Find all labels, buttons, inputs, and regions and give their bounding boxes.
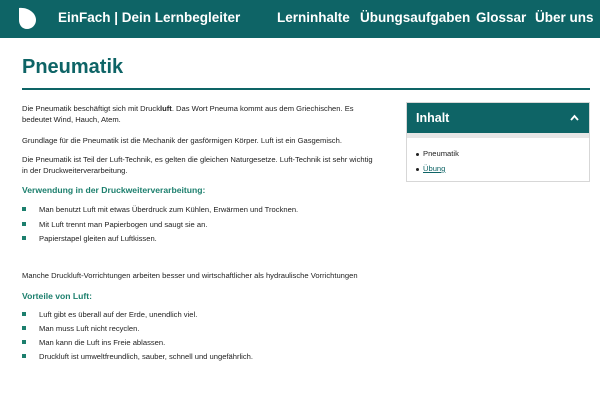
intro-text-part: Die Pneumatik beschäftigt sich mit Druck [22, 104, 161, 113]
chevron-up-icon[interactable] [570, 114, 579, 122]
title-divider [22, 88, 590, 90]
toc-title: Inhalt [416, 111, 450, 125]
bullet-icon [416, 168, 419, 171]
intro-text-part: in der Druckweiterverarbeitung. [22, 166, 128, 175]
bullet-icon [22, 326, 26, 330]
brand-name[interactable]: EinFach | Dein Lernbegleiter [58, 10, 241, 25]
paragraph-druckluft: Manche Druckluft-Vorrichtungen arbeiten besser und wirtschaftlicher als hydraulische Vorrichtungen [22, 271, 358, 280]
leaf-logo-icon[interactable] [16, 6, 38, 30]
list-item-text: Man benutzt Luft mit etwas Überdruck zum Kühlen, Erwärmen und Trocknen. [39, 205, 299, 214]
nav-uebungsaufgaben[interactable]: Übungsaufgaben [360, 10, 471, 25]
top-navigation-bar [0, 0, 600, 38]
section-heading-verwendung: Verwendung in der Druckweiterverarbeitung: [22, 185, 206, 195]
nav-glossar[interactable]: Glossar [476, 10, 527, 25]
nav-ueber-uns[interactable]: Über uns [535, 10, 594, 25]
intro-paragraph-2: Grundlage für die Pneumatik ist die Mechanik der gasförmigen Körper. Luft ist ein Gasgemisch. [22, 136, 342, 145]
bullet-icon [22, 207, 26, 211]
intro-text-part: bedeutet Wind, Hauch, Atem. [22, 115, 121, 124]
list-item-text: Papierstapel gleiten auf Luftkissen. [39, 234, 157, 243]
section-heading-vorteile: Vorteile von Luft: [22, 291, 93, 301]
bullet-icon [22, 222, 26, 226]
page-title: Pneumatik [22, 56, 124, 78]
intro-text-part: . Das Wort Pneuma kommt aus dem Griechischen. Es [171, 104, 354, 113]
bullet-icon [416, 153, 419, 156]
bullet-icon [22, 312, 26, 316]
list-item-text: Man kann die Luft ins Freie ablassen. [39, 338, 166, 347]
toc-item-label[interactable]: Übung [423, 164, 446, 173]
toc-item-pneumatik [416, 148, 459, 159]
list-item-text: Mit Luft trennt man Papierbogen und saugt sie an. [39, 220, 208, 229]
toc-toggle-header[interactable] [407, 103, 589, 133]
bullet-icon [22, 340, 26, 344]
nav-lerninhalte[interactable]: Lerninhalte [277, 10, 350, 25]
toc-item-uebung[interactable] [416, 163, 445, 174]
list-item-text: Luft gibt es überall auf der Erde, unendlich viel. [39, 310, 198, 319]
intro-text-part: Die Pneumatik ist Teil der Luft-Technik, es gelten die gleichen Naturgesetze. Luft-Technik ist sehr wichtig [22, 155, 373, 164]
list-item-text: Man muss Luft nicht recyclen. [39, 324, 140, 333]
bullet-icon [22, 236, 26, 240]
intro-paragraph-3 [22, 154, 373, 176]
table-of-contents-box [406, 102, 590, 182]
toc-item-label: Pneumatik [423, 149, 459, 158]
intro-bold-word: luft [160, 104, 172, 113]
list-item-text: Druckluft ist umweltfreundlich, sauber, schnell und ungefährlich. [39, 352, 254, 361]
bullet-icon [22, 354, 26, 358]
intro-paragraph-1 [22, 103, 354, 125]
toc-separator [407, 133, 589, 138]
